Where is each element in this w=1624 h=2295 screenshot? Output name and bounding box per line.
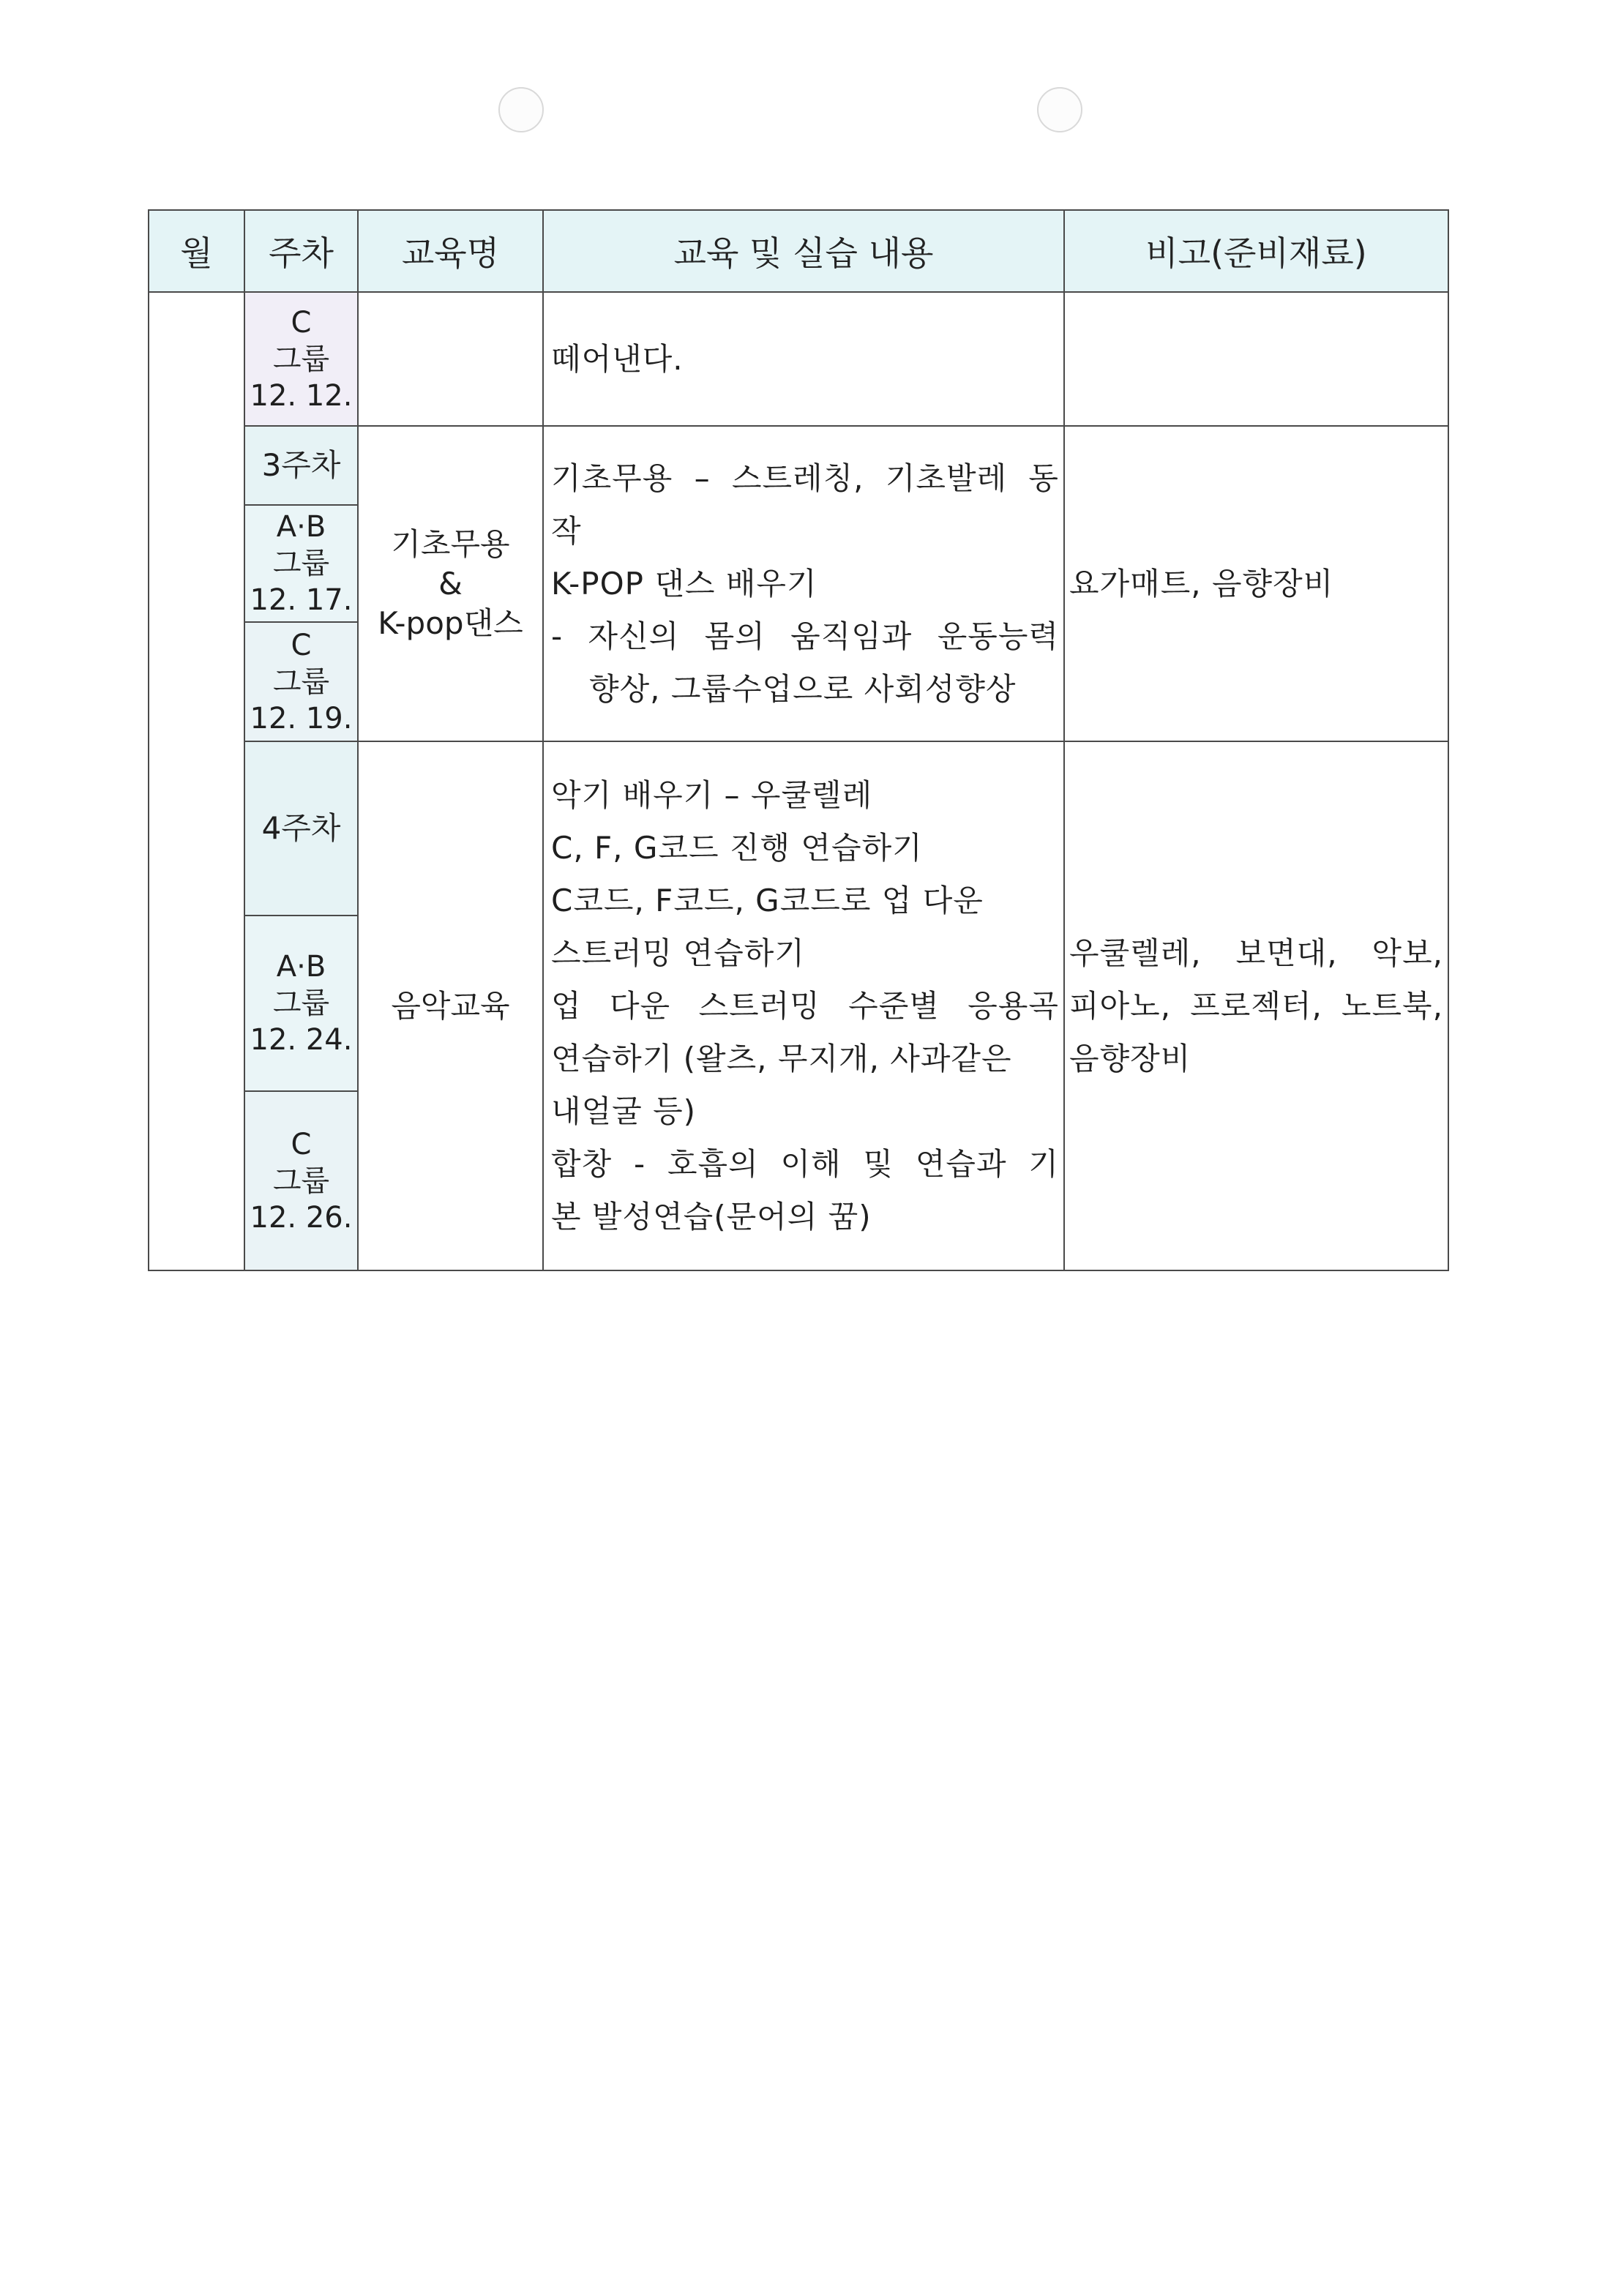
- group-date: 12. 17.: [250, 583, 353, 617]
- punch-hole-left: [498, 87, 544, 132]
- week-3-label: 3주차: [244, 426, 358, 505]
- group-label: 그룹: [272, 547, 330, 580]
- content-line: 악기 배우기 – 우쿨렐레: [551, 776, 873, 813]
- note-line: 우쿨렐레, 보면대, 악보,: [1069, 935, 1443, 971]
- content-line: 떼어낸다.: [551, 340, 684, 377]
- week-cell-c-1226: [244, 1091, 358, 1270]
- group-letter: A·B: [276, 950, 326, 984]
- group-letter: A·B: [276, 510, 326, 544]
- content-line: 본 발성연습(문어의 꿈): [551, 1198, 872, 1235]
- content-week3: [543, 426, 1064, 741]
- content-cell: [543, 292, 1064, 426]
- group-label: 그룹: [272, 986, 330, 1020]
- edu-name-line: 기초무용: [391, 525, 510, 562]
- note-week4: [1064, 741, 1448, 1270]
- edu-name-week3: [358, 426, 543, 741]
- note-text: 요가매트, 음향장비: [1069, 565, 1334, 602]
- table-row: [149, 741, 1448, 916]
- content-line: 기초무용 – 스트레칭, 기초발레 동: [551, 460, 1059, 496]
- group-letter: C: [291, 305, 312, 340]
- edu-name-line: K-pop댄스: [378, 604, 523, 641]
- note-week3: [1064, 426, 1448, 741]
- group-date: 12. 26.: [250, 1200, 353, 1235]
- content-line: 업 다운 스트러밍 수준별 응용곡: [551, 987, 1059, 1024]
- edu-name-week4: 음악교육: [358, 741, 543, 1270]
- table-row: [149, 426, 1448, 505]
- note-line: 피아노, 프로젝터, 노트북,: [1069, 987, 1443, 1024]
- content-line: C, F, G코드 진행 연습하기: [551, 829, 923, 866]
- punch-hole-right: [1037, 87, 1082, 132]
- header-month: 월: [149, 210, 244, 292]
- group-date: 12. 24.: [250, 1023, 353, 1057]
- content-line: K-POP 댄스 배우기: [551, 565, 817, 602]
- month-cell: [149, 292, 244, 1270]
- content-line: - 자신의 몸의 움직임과 운동능력: [551, 618, 1059, 654]
- header-note: 비고(준비재료): [1064, 210, 1448, 292]
- edu-name-line: &: [438, 565, 463, 602]
- header-week: 주차: [244, 210, 358, 292]
- group-letter: C: [291, 1127, 312, 1161]
- header-edu-name: 교육명: [358, 210, 543, 292]
- content-line: C코드, F코드, G코드로 업 다운: [551, 882, 984, 918]
- content-line: 내얼굴 등): [551, 1093, 697, 1129]
- edu-name-cell: [358, 292, 543, 426]
- group-letter: C: [291, 628, 312, 662]
- group-label: 그룹: [272, 1164, 330, 1198]
- group-date: 12. 19.: [250, 701, 353, 735]
- content-week4: [543, 741, 1064, 1270]
- table-row: [149, 292, 1448, 426]
- group-label: 그룹: [272, 664, 330, 699]
- content-line: 합창 - 호흡의 이해 및 연습과 기: [551, 1145, 1059, 1182]
- week-cell-c-1219: [244, 622, 358, 741]
- content-line: 연습하기 (왈츠, 무지개, 사과같은: [551, 1040, 1012, 1077]
- content-line: 작: [551, 512, 582, 549]
- week-cell-ab-1224: [244, 916, 358, 1091]
- group-date: 12. 12.: [250, 378, 353, 413]
- note-line: 음향장비: [1069, 1040, 1191, 1077]
- week-cell-c-1212: [244, 292, 358, 426]
- content-line: 스트러밍 연습하기: [551, 935, 805, 971]
- note-cell: [1064, 292, 1448, 426]
- schedule-table: [148, 209, 1449, 1271]
- group-label: 그룹: [272, 342, 330, 376]
- header-content: 교육 및 실습 내용: [543, 210, 1064, 292]
- content-line: 향상, 그룹수업으로 사회성향상: [589, 670, 1017, 707]
- week-cell-ab-1217: [244, 505, 358, 622]
- header-row: [149, 210, 1448, 292]
- week-4-label: 4주차: [244, 741, 358, 916]
